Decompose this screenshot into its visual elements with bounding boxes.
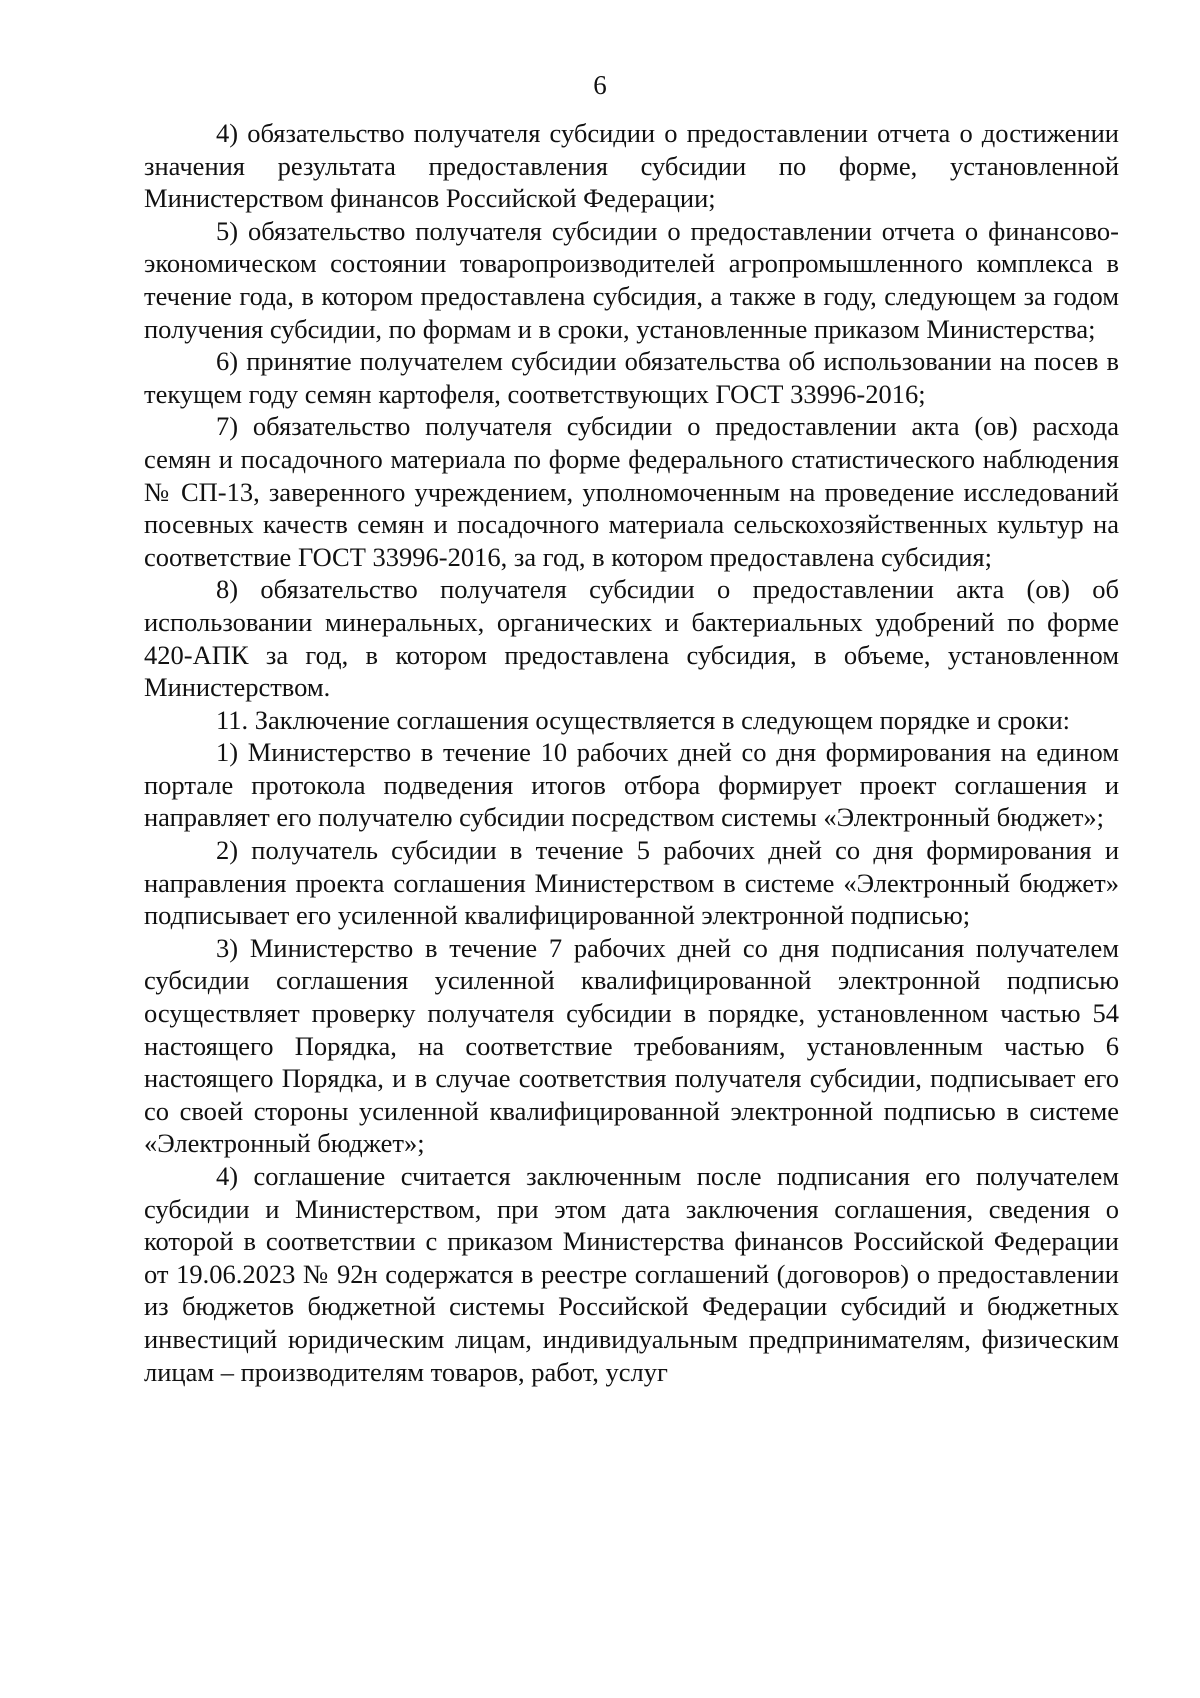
paragraph-step-2: 2) получатель субсидии в течение 5 рабочих дней со дня формирования и направления проекта соглашения Министерством в системе «Электронный бюджет» подписывает его усиленной квалифицированной электронной подписью; <box>144 835 1119 931</box>
paragraph-step-3: 3) Министерство в течение 7 рабочих дней со дня подписания получателем субсидии соглашения усиленной квалифицированной электронной подписью осуществляет проверку получателя субсидии в порядке, установленном частью 54 настоящего Порядка, на соответствие требованиям, установленным частью 6 настоящего Порядка, и в случае соответствия получателя субсидии, подписывает его со своей стороны усиленной квалифицированной электронной подписью в системе «Электронный бюджет»; <box>144 932 1119 1159</box>
paragraph-obligation-5: 5) обязательство получателя субсидии о предоставлении отчета о финансово-экономическом состоянии товаропроизводителей агропромышленного комплекса в течение года, в котором предоставлена субсидия, а также в году, следующем за годом получения субсидии, по формам и в сроки, установленные приказом Министерства; <box>144 215 1119 344</box>
paragraph-obligation-7: 7) обязательство получателя субсидии о предоставлении акта (ов) расхода семян и посадочного материала по форме федерального статистического наблюдения № СП-13, заверенного учреждением, уполномоченным на проведение исследований посевных качеств семян и посадочного материала сельскохозяйственных культур на соответствие ГОСТ 33996-2016, за год, в котором предоставлена субсидия; <box>144 411 1119 572</box>
document-body <box>144 117 1119 1388</box>
paragraph-section-11: 11. Заключение соглашения осуществляется в следующем порядке и сроки: <box>216 704 1071 735</box>
paragraph-step-4: 4) соглашение считается заключенным после подписания его получателем субсидии и Министерством, при этом дата заключения соглашения, сведения о которой в соответствии с приказом Министерства финансов Российской Федерации от 19.06.2023 № 92н содержатся в реестре соглашений (договоров) о предоставлении из бюджетов бюджетной системы Российской Федерации субсидий и бюджетных инвестиций юридическим лицам, индивидуальным предпринимателям, физическим лицам – производителям товаров, работ, услуг <box>144 1161 1119 1387</box>
page-number: 6 <box>593 70 607 100</box>
paragraph-obligation-4: 4) обязательство получателя субсидии о предоставлении отчета о достижении значения результата предоставления субсидии по форме, установленной Министерством финансов Российской Федерации; <box>144 118 1119 214</box>
paragraph-step-1: 1) Министерство в течение 10 рабочих дней со дня формирования на едином портале протокола подведения итогов отбора формирует проект соглашения и направляет его получателю субсидии посредством системы «Электронный бюджет»; <box>144 737 1119 833</box>
paragraph-obligation-6: 6) принятие получателем субсидии обязательства об использовании на посев в текущем году семян картофеля, соответствующих ГОСТ 33996-2016; <box>144 346 1119 409</box>
paragraph-obligation-8: 8) обязательство получателя субсидии о предоставлении акта (ов) об использовании минеральных, органических и бактериальных удобрений по форме 420-АПК за год, в котором предоставлена субсидия, в объеме, установленном Министерством. <box>144 574 1119 703</box>
